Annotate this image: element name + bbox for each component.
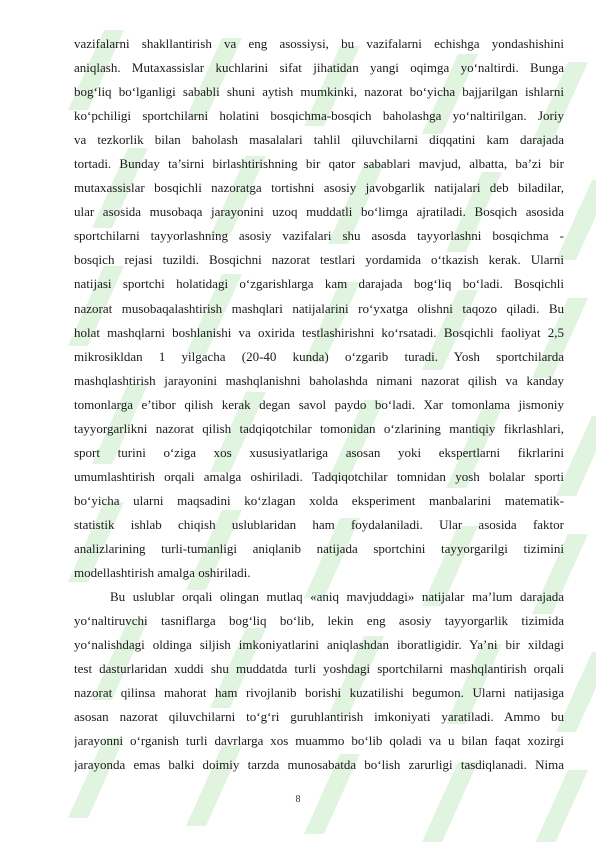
text-line: bosqich rejasi tuzildi. Bosqichni nazorat testlari yordamida o‘tkazish kerak. Ularni xyxy=(74,252,564,268)
text-line: mikrosikldan 1 yilgacha (20-40 kunda) o‘zgarib turadi. Yosh sportchilarda xyxy=(74,348,564,364)
text-line: jarayonda emas balki doimiy tarzda munosabatda bo‘lish zarurligi tasdiqlanadi. Nima xyxy=(74,757,564,773)
text-line: Bu uslublar orqali olingan mutlaq «aniq mavjuddagi» natijalar ma’lum darajada xyxy=(110,589,564,605)
text-line: yo‘nalishdagi oldinga siljish imkoniyatlarini aniqlashdan iboratligidir. Ya’ni bir xildagi xyxy=(74,637,564,653)
text-line: nazorat musobaqalashtirish mashqlari natijalarini ro‘yxatga olishni taqozo qiladi. Bu xyxy=(74,300,564,316)
text-line: bog‘liq bo‘lganligi sababli shuni aytish mumkinki, nazorat bo‘yicha bajjarilgan ishlarni xyxy=(74,84,564,100)
text-line: tayyorgarlikni nazorat qilish tadqiqotchilar tomonidan o‘zlarining mantiqiy fikrlashlari, xyxy=(74,420,564,436)
text-line: vazifalarni shakllantirish va eng asossiysi, bu vazifalarni echishga yondashishini xyxy=(74,36,564,51)
text-line: ko‘pchiligi sportchilarni holatini bosqichma-bosqich baholashga yo‘naltirilgan. Joriy xyxy=(74,108,564,124)
text-line: mutaxassislar bosqichli nazoratga tortishni asosiy javobgarlik natijalari deb biladilar, xyxy=(74,180,564,196)
page-body xyxy=(74,32,564,777)
text-line: modellashtirish amalga oshiriladi. xyxy=(74,565,251,581)
watermark-stripe xyxy=(532,770,588,842)
text-line: yo‘naltiruvchi tasniflarga bog‘liq bo‘lib, lekin eng asosiy tayyorgarlik tizimida xyxy=(74,613,564,629)
text-line: test dasturlaridan xuddi shu muddatda turli yoshdagi sportchilarni mashqlantirish orqali xyxy=(74,661,564,677)
text-line: aniqlash. Mutaxassislar kuchlarini sifat jihatidan yangi oqimga yo‘naltirdi. Bunga xyxy=(74,60,564,76)
text-line: nazorat qilinsa mahorat ham rivojlanib borishi kuzatilishi begumon. Ularni natijasiga xyxy=(74,685,564,701)
text-line: asosan nazorat qiluvchilarni to‘g‘ri guruhlantirish imkoniyati yaratiladi. Ammo bu xyxy=(74,709,564,725)
text-line: sport turini o‘ziga xos xususiyatlariga asosan yoki ekspertlarni fikrlarini xyxy=(74,444,564,460)
text-line: jarayonni o‘rganish turli davrlarga xos muammo bo‘lib qoladi va u bilan faqat xozirgi xyxy=(74,733,564,749)
text-line: holat mashqlarni boshlanishi va oxirida testlashirishni ko‘rsatadi. Bosqichli faoliyat 2,5 xyxy=(74,324,564,340)
page-number: 8 xyxy=(295,794,301,805)
text-line: va tezkorlik bilan baholash masalalari tahlil qiluvchilarni diqqatini kam darajada xyxy=(74,132,564,148)
text-line: natijasi sportchi holatidagi o‘zgarishlarga kam darajada bog‘liq bo‘ladi. Bosqichli xyxy=(74,276,564,292)
text-line: tomonlarga e’tibor qilish kerak degan savol paydo bo‘ladi. Xar tomonlama jismoniy xyxy=(74,396,564,412)
text-line: sportchilarni tayyorlashning asosiy vazifalari shu asosda tayyorlashni bosqichma - xyxy=(74,228,564,244)
text-line: tortadi. Bunday ta’sirni birlashtirishning bir qator sabablari mavjud, albatta, ba’zi bir xyxy=(74,156,564,172)
text-line: statistik ishlab chiqish uslublaridan ham foydalaniladi. Ular asosida faktor xyxy=(74,516,564,532)
text-line: umumlashtirish orqali amalga oshiriladi. Tadqiqotchilar tomnidan yosh bolalar sporti xyxy=(74,468,564,484)
text-line: bo‘yicha ularni maqsadini ko‘zlagan xolda eksperiment manbalarini matematik- xyxy=(74,492,564,508)
text-line: analizlarining turli-tumanligi aniqlanib natijada sportchini tayyorgarilgi tizimini xyxy=(74,540,564,556)
text-line: mashqlashtirish jarayonini mashqlanishni baholashda nimani nazorat qilish va kanday xyxy=(74,372,564,388)
text-line: ular asosida musobaqa jarayonini uzoq muddatli bo‘limga ajratiladi. Bosqich asosida xyxy=(74,204,564,220)
